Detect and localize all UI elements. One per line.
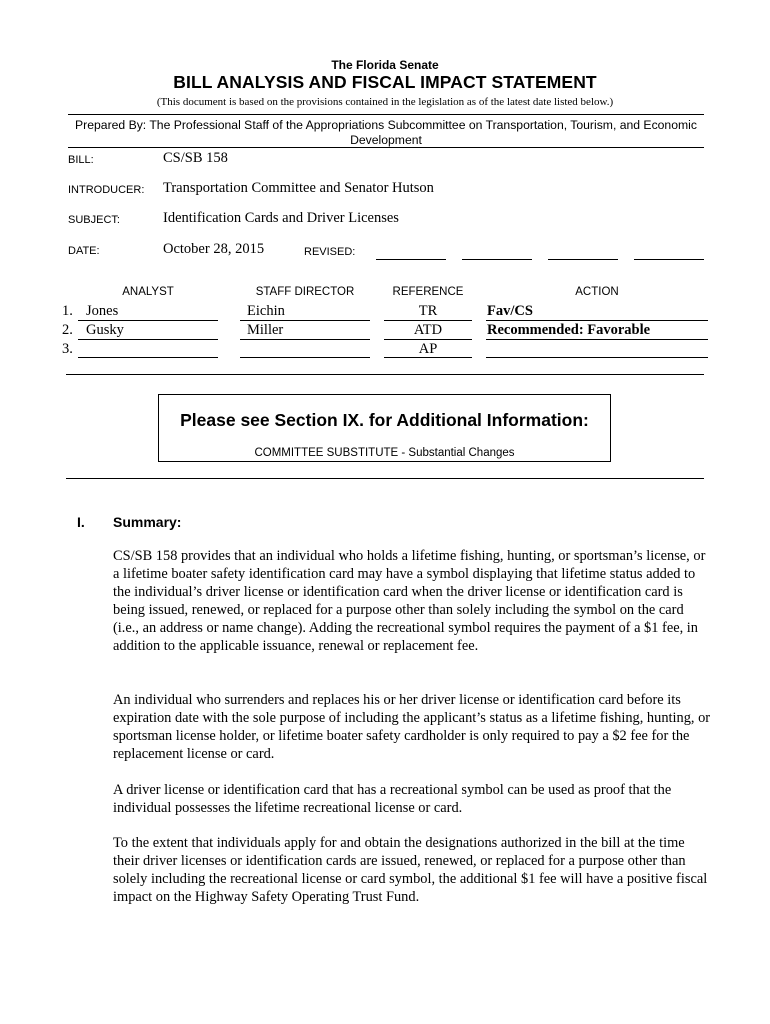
bill-label: BILL:: [68, 154, 94, 166]
row-number: 2.: [62, 322, 73, 338]
action-underline: [486, 339, 708, 340]
box-divider: [66, 478, 704, 479]
subject-label: SUBJECT:: [68, 214, 120, 226]
summary-paragraph: An individual who surrenders and replaces his or her driver license or identification card before its expiration date with the sole purpose of including the applicant’s status as a lifetime fishing, hunting, or sportsman license holder, or lifetime boater safety cardholder is only required to pay a $2 fee for the replacement license or card.: [113, 692, 711, 763]
row-number: 3.: [62, 341, 73, 357]
section-number: I.: [77, 514, 85, 530]
date-value: October 28, 2015: [163, 241, 265, 257]
col-header-analyst: ANALYST: [122, 286, 174, 298]
summary-paragraph: CS/SB 158 provides that an individual who holds a lifetime fishing, hunting, or sportsman’s license, or a lifetime boater safety identification card may have a symbol displaying that lifetime status added to the individual’s driver license or identification card when the driver license or identification card is being issued, renewed, or replaced for a purpose other than solely including the symbol on the card (i.e., an address or name change). Adding the recreational symbol requires the payment of a $1 fee, in addition to the applicable issuance, renewal or replacement fee.: [113, 548, 706, 655]
reference-underline: [384, 320, 472, 321]
analyst-underline: [78, 320, 218, 321]
action-cell: Fav/CS: [487, 303, 533, 319]
section-title: Summary:: [113, 514, 182, 530]
date-label: DATE:: [68, 245, 100, 257]
revised-blank-2: [462, 259, 532, 260]
col-header-reference: REFERENCE: [392, 286, 464, 298]
analyst-underline: [78, 357, 218, 358]
introducer-value: Transportation Committee and Senator Hutson: [163, 180, 434, 196]
revised-blank-4: [634, 259, 704, 260]
subject-value: Identification Cards and Driver Licenses: [163, 210, 399, 226]
director-underline: [240, 357, 370, 358]
director-underline: [240, 320, 370, 321]
prepared-by: Prepared By: The Professional Staff of the Appropriations Subcommittee on Transportation, Tourism, and Economic Development: [75, 118, 697, 147]
reference-underline: [384, 357, 472, 358]
header-divider: [68, 114, 704, 115]
reference-cell: ATD: [413, 322, 443, 338]
bill-value: CS/SB 158: [163, 150, 228, 166]
director-cell: Eichin: [247, 303, 285, 319]
reference-cell: TR: [418, 303, 438, 319]
summary-paragraph: To the extent that individuals apply for and obtain the designations authorized in the bill at the time their driver licenses or identification cards are issued, renewed, or replaced for a purpose other than solely including the recreational license or card symbol, the additional $1 fee will have a positive fiscal impact on the Highway Safety Operating Trust Fund.: [113, 835, 708, 906]
summary-paragraph: A driver license or identification card that has a recreational symbol can be used as proof that the individual possesses the lifetime recreational license or card.: [113, 782, 672, 817]
revised-blank-1: [376, 259, 446, 260]
additional-info-subtitle: COMMITTEE SUBSTITUTE - Substantial Changes: [254, 447, 515, 459]
analyst-underline: [78, 339, 218, 340]
introducer-label: INTRODUCER:: [68, 184, 145, 196]
additional-info-title: Please see Section IX. for Additional Information:: [180, 410, 589, 430]
organization-name: The Florida Senate: [331, 58, 439, 72]
action-underline: [486, 320, 708, 321]
col-header-staff-director: STAFF DIRECTOR: [255, 286, 355, 298]
document-title: BILL ANALYSIS AND FISCAL IMPACT STATEMENT: [173, 72, 597, 92]
revised-blank-3: [548, 259, 618, 260]
revised-label: REVISED:: [304, 246, 356, 258]
director-cell: Miller: [247, 322, 284, 338]
reference-underline: [384, 339, 472, 340]
analyst-cell: Gusky: [86, 322, 124, 338]
director-underline: [240, 339, 370, 340]
prepared-divider: [68, 147, 704, 148]
reference-cell: AP: [418, 341, 438, 357]
action-cell: Recommended: Favorable: [487, 322, 651, 338]
document-note: (This document is based on the provisions contained in the legislation as of the latest date listed below.): [156, 96, 614, 108]
table-divider: [66, 374, 704, 375]
col-header-action: ACTION: [575, 286, 619, 298]
analyst-cell: Jones: [86, 303, 119, 319]
action-underline: [486, 357, 708, 358]
row-number: 1.: [62, 303, 73, 319]
